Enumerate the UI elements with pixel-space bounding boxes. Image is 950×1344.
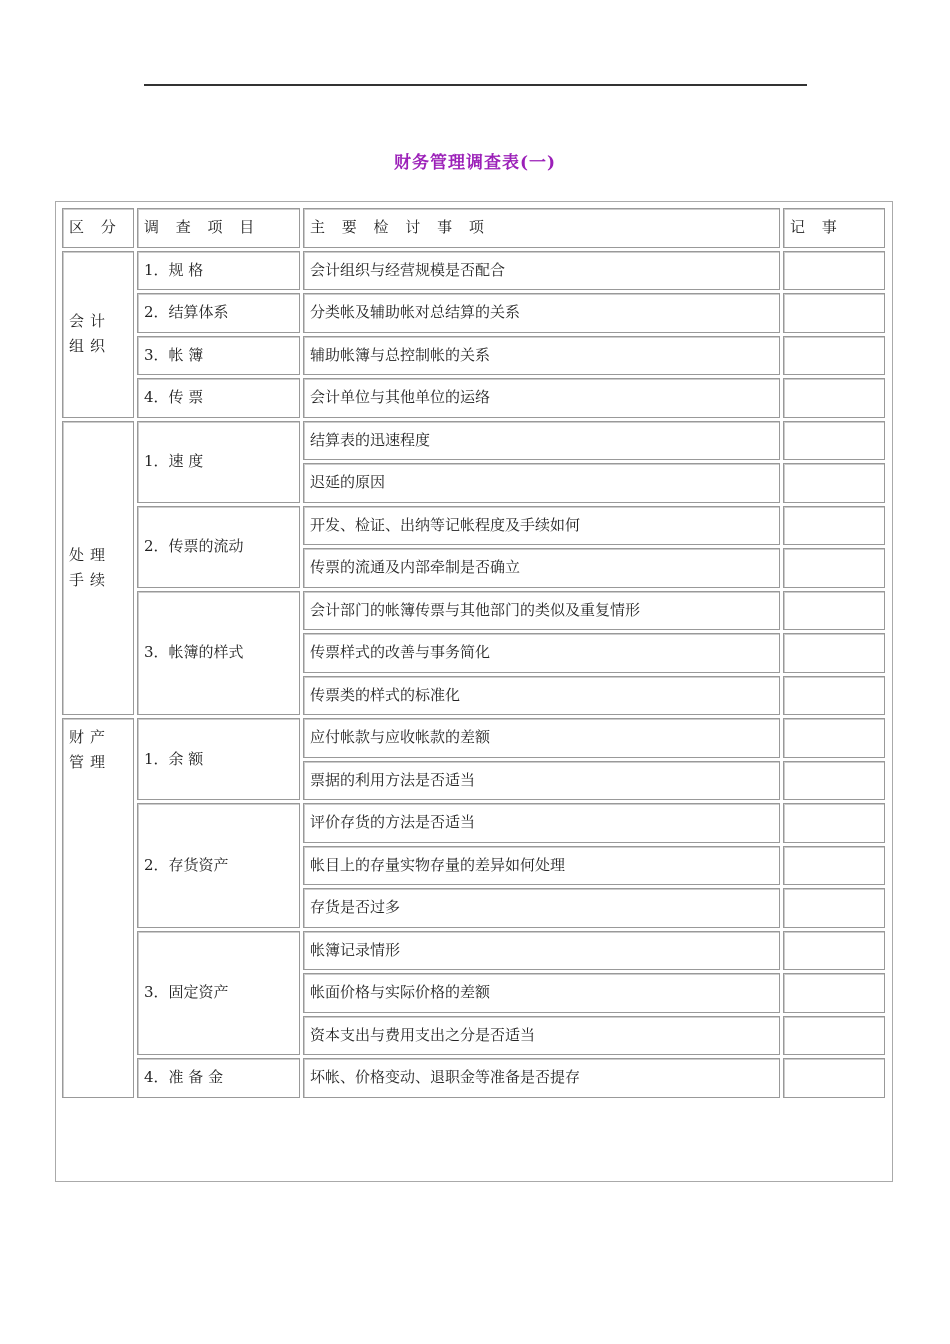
note-cell[interactable] — [783, 718, 885, 758]
table-row — [62, 591, 885, 631]
check-cell: 坏帐、价格变动、退职金等准备是否提存 — [303, 1058, 780, 1098]
check-cell: 应付帐款与应收帐款的差额 — [303, 718, 780, 758]
header-category: 区 分 — [62, 208, 134, 248]
header-note: 记 事 — [783, 208, 885, 248]
category-cell: 财产管理 — [62, 718, 134, 1098]
table-row — [62, 336, 885, 376]
note-cell[interactable] — [783, 846, 885, 886]
table-row — [62, 293, 885, 333]
table-row — [62, 718, 885, 758]
item-cell: 3．帐簿的样式 — [137, 591, 300, 716]
item-cell: 1．余 额 — [137, 718, 300, 800]
survey-table-frame — [55, 201, 893, 1182]
table-row — [62, 803, 885, 843]
header-row — [62, 208, 885, 248]
note-cell[interactable] — [783, 378, 885, 418]
check-cell: 结算表的迅速程度 — [303, 421, 780, 461]
note-cell[interactable] — [783, 251, 885, 291]
check-cell: 评价存货的方法是否适当 — [303, 803, 780, 843]
survey-table — [59, 205, 888, 1101]
item-cell: 3．帐 簿 — [137, 336, 300, 376]
note-cell[interactable] — [783, 888, 885, 928]
note-cell[interactable] — [783, 1058, 885, 1098]
note-cell[interactable] — [783, 421, 885, 461]
check-cell: 存货是否过多 — [303, 888, 780, 928]
table-row — [62, 506, 885, 546]
item-cell: 3．固定资产 — [137, 931, 300, 1056]
item-cell: 1．规 格 — [137, 251, 300, 291]
note-cell[interactable] — [783, 463, 885, 503]
check-cell: 会计部门的帐簿传票与其他部门的类似及重复情形 — [303, 591, 780, 631]
item-cell: 2．传票的流动 — [137, 506, 300, 588]
check-cell: 帐簿记录情形 — [303, 931, 780, 971]
item-cell: 2．结算体系 — [137, 293, 300, 333]
page-title: 财务管理调查表(一) — [393, 153, 557, 173]
check-cell: 传票样式的改善与事务简化 — [303, 633, 780, 673]
check-cell: 传票的流通及内部牵制是否确立 — [303, 548, 780, 588]
note-cell[interactable] — [783, 591, 885, 631]
check-cell: 开发、检证、出纳等记帐程度及手续如何 — [303, 506, 780, 546]
table-row — [62, 421, 885, 461]
note-cell[interactable] — [783, 293, 885, 333]
check-cell: 资本支出与费用支出之分是否适当 — [303, 1016, 780, 1056]
item-cell: 4．传 票 — [137, 378, 300, 418]
table-row — [62, 251, 885, 291]
note-cell[interactable] — [783, 1016, 885, 1056]
check-cell: 会计组织与经营规模是否配合 — [303, 251, 780, 291]
note-cell[interactable] — [783, 548, 885, 588]
item-cell: 2．存货资产 — [137, 803, 300, 928]
check-cell: 帐面价格与实际价格的差额 — [303, 973, 780, 1013]
category-cell: 处理手续 — [62, 421, 134, 716]
note-cell[interactable] — [783, 803, 885, 843]
note-cell[interactable] — [783, 931, 885, 971]
table-row — [62, 378, 885, 418]
table-row — [62, 1058, 885, 1098]
check-cell: 帐目上的存量实物存量的差异如何处理 — [303, 846, 780, 886]
item-cell: 4．准 备 金 — [137, 1058, 300, 1098]
table-row — [62, 931, 885, 971]
check-cell: 辅助帐簿与总控制帐的关系 — [303, 336, 780, 376]
top-divider-line — [144, 84, 807, 86]
check-cell: 分类帐及辅助帐对总结算的关系 — [303, 293, 780, 333]
note-cell[interactable] — [783, 973, 885, 1013]
category-cell: 会计组织 — [62, 251, 134, 418]
check-cell: 传票类的样式的标准化 — [303, 676, 780, 716]
note-cell[interactable] — [783, 506, 885, 546]
note-cell[interactable] — [783, 633, 885, 673]
check-cell: 会计单位与其他单位的运络 — [303, 378, 780, 418]
check-cell: 票据的利用方法是否适当 — [303, 761, 780, 801]
header-check: 主 要 检 讨 事 项 — [303, 208, 780, 248]
header-item: 调 查 项 目 — [137, 208, 300, 248]
check-cell: 迟延的原因 — [303, 463, 780, 503]
item-cell: 1．速 度 — [137, 421, 300, 503]
note-cell[interactable] — [783, 761, 885, 801]
note-cell[interactable] — [783, 676, 885, 716]
note-cell[interactable] — [783, 336, 885, 376]
